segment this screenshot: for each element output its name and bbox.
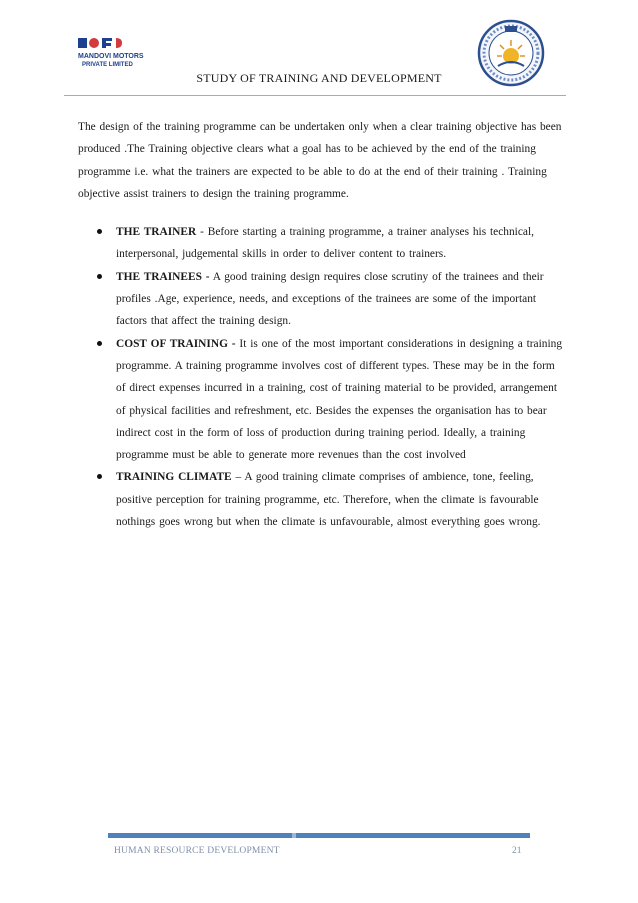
list-item [78,266,564,333]
logo-text-line2: PRIVATE LIMITED [82,62,133,68]
list-item [78,333,564,467]
footer-bar [296,833,530,838]
bullet-term: TRAINING CLIMATE [116,471,232,484]
bullet-list [78,221,564,533]
bullet-icon [97,341,102,346]
company-logo [76,34,156,76]
page-header-title: STUDY OF TRAINING AND DEVELOPMENT [196,71,442,85]
bullet-icon [97,474,102,479]
bullet-text: A good training design requires close scrutiny of the trainees and their profiles .Age, experience, needs, and exceptions of the trainees are some of the important factors that affect the training design. [116,270,544,328]
bullet-term: COST OF TRAINING - [116,337,236,350]
bullet-icon [97,229,102,234]
bullet-icon [97,274,102,279]
footer-section-title: HUMAN RESOURCE DEVELOPMENT [114,846,280,856]
list-item [78,221,564,266]
bullet-term: THE TRAINER [116,226,197,239]
footer-bar [108,833,292,838]
logo-emblem-icon [78,38,122,48]
logo-text-line1: MANDOVI MOTORS [78,53,144,60]
page-number: 21 [512,846,522,856]
intro-paragraph: The design of the training programme can be undertaken only when a clear training objective has been produced .The Training objective clears what a goal has to be achieved by the end of the training programme i.e. what the trainers are expected to be able to do at the end of their training . Training objective assist trainers to design the training programme. [78,121,562,200]
list-item [78,466,564,533]
bullet-text: It is one of the most important considerations in designing a training programme. A training programme involves cost of different types. These may be in the form of direct expenses incurred in a training, cost of training material to be provided, arrangement of physical facilities and refreshment, etc. Besides the expenses the organisation has to bear indirect cost in the form of loss of production during training period. Ideally, a training programme must be able to generate more revenues than the cost involved [116,337,563,462]
document-body [78,116,564,533]
bullet-text: - Before starting a training programme, a trainer analyses his technical, interpersonal, judgemental skills in order to deliver content to trainers. [116,226,534,261]
header-divider [64,95,566,96]
bullet-text: – A good training climate comprises of ambience, tone, feeling, positive perception for training programme, etc. Therefore, when the climate is favourable nothings goes wrong but when the climate is unfavourable, almost everything goes wrong. [116,471,541,529]
bullet-term: THE TRAINEES - [116,270,210,283]
